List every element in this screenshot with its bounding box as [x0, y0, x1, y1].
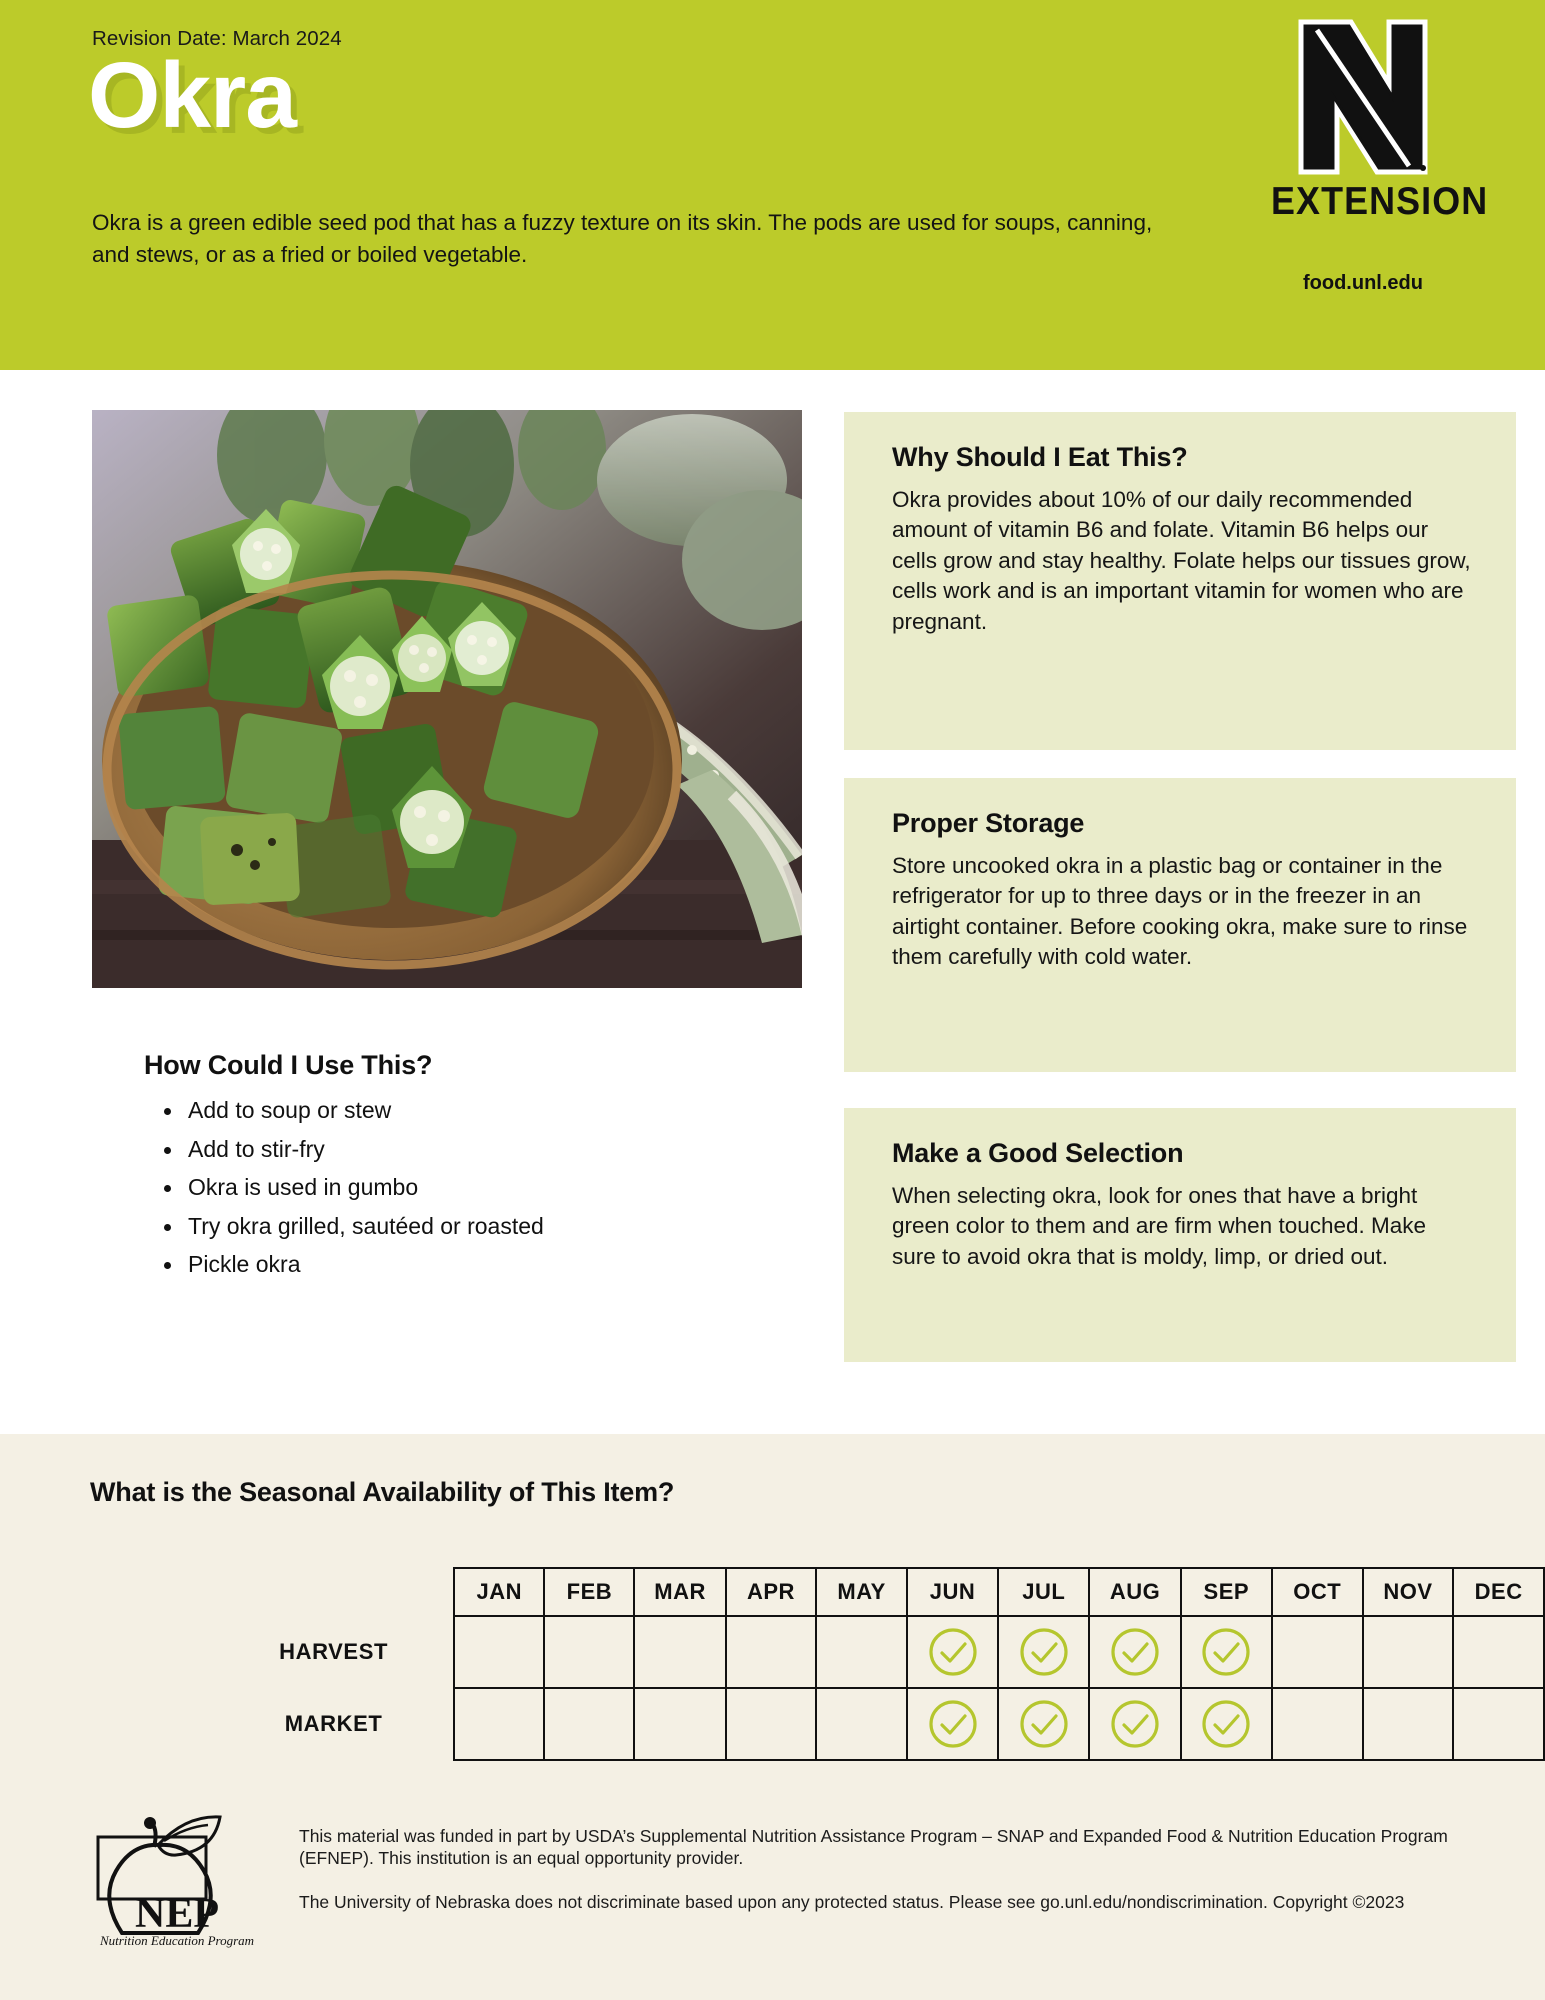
unl-extension-logo	[1263, 18, 1489, 224]
list-item: Okra is used in gumbo	[92, 1174, 792, 1213]
box-title: Make a Good Selection	[892, 1138, 1184, 1168]
availability-cell-checked	[907, 1688, 998, 1760]
availability-cell-checked	[1089, 1616, 1180, 1688]
seasonal-availability-table	[236, 1567, 1545, 1761]
table-row	[236, 1616, 1544, 1688]
availability-cell-empty	[544, 1616, 634, 1688]
availability-cell-checked	[998, 1616, 1089, 1688]
check-circle-icon	[1109, 1626, 1161, 1678]
check-circle-icon	[1109, 1698, 1161, 1750]
box-title: Proper Storage	[892, 808, 1085, 838]
check-circle-icon	[927, 1698, 979, 1750]
nep-tagline-text: Nutrition Education Program	[99, 1933, 255, 1948]
availability-cell-empty	[1363, 1616, 1454, 1688]
availability-cell-empty	[454, 1688, 544, 1760]
check-circle-icon	[1200, 1698, 1252, 1750]
availability-cell-empty	[816, 1688, 907, 1760]
month-header: FEB	[544, 1568, 634, 1616]
legal-footer	[299, 1825, 1459, 1913]
nondiscrimination-statement: The University of Nebraska does not discriminate based upon any protected status. Please see go.unl.edu/nondiscrimination. Copyright ©2023	[299, 1892, 1405, 1913]
box-body: Store uncooked okra in a plastic bag or container in the refrigerator for up to three days or in the freezer in an airtight container. Before cooking okra, make sure to rinse them carefully with cold water.	[892, 853, 1468, 970]
extension-wordmark: EXTENSION	[1271, 180, 1489, 223]
availability-cell-empty	[1453, 1616, 1544, 1688]
list-item: Try okra grilled, sautéed or roasted	[92, 1213, 792, 1252]
proper-storage-box	[844, 778, 1516, 1072]
page-subtitle: Okra is a green edible seed pod that has a fuzzy texture on its skin. The pods are used for soups, canning, and stews, or as a fried or boiled vegetable.	[92, 210, 1153, 267]
table-body	[236, 1616, 1544, 1760]
row-label-harvest: HARVEST	[279, 1639, 389, 1664]
availability-cell-checked	[1181, 1688, 1272, 1760]
check-circle-icon	[927, 1626, 979, 1678]
make-a-good-selection-box	[844, 1108, 1516, 1362]
nep-acronym-text: NEP	[135, 1891, 219, 1937]
why-should-i-eat-this-box	[844, 412, 1516, 750]
availability-cell-empty	[816, 1616, 907, 1688]
food-unl-edu-url: food.unl.edu	[1303, 272, 1423, 294]
page-header	[0, 0, 1545, 370]
availability-cell-empty	[544, 1688, 634, 1760]
okra-photo	[92, 410, 802, 988]
page-title: Okra	[88, 43, 296, 147]
use-section-title: How Could I Use This?	[144, 1050, 433, 1080]
revision-date: Revision Date: March 2024	[92, 27, 342, 50]
list-item: Add to stir-fry	[92, 1136, 792, 1175]
month-header: JAN	[454, 1568, 544, 1616]
availability-cell-empty	[1453, 1688, 1544, 1760]
row-label-market: MARKET	[284, 1711, 383, 1736]
availability-cell-empty	[634, 1688, 725, 1760]
availability-cell-empty	[1363, 1688, 1454, 1760]
check-circle-icon	[1018, 1626, 1070, 1678]
box-body: Okra provides about 10% of our daily recommended amount of vitamin B6 and folate. Vitamin B6 helps our cells grow and stay healthy. Folate helps our tissues grow, cells work and is an important vitamin for women who are pregnant.	[892, 487, 1471, 634]
month-header: MAY	[816, 1568, 907, 1616]
availability-cell-checked	[998, 1688, 1089, 1760]
availability-cell-checked	[1089, 1688, 1180, 1760]
nebraska-n-icon	[1263, 18, 1463, 176]
check-circle-icon	[1018, 1698, 1070, 1750]
month-header: APR	[726, 1568, 817, 1616]
month-header: DEC	[1453, 1568, 1544, 1616]
month-header: OCT	[1272, 1568, 1363, 1616]
table-corner-cell	[236, 1568, 454, 1616]
month-header: JUN	[907, 1568, 998, 1616]
list-item: Add to soup or stew	[92, 1097, 792, 1136]
use-list	[92, 1097, 792, 1290]
month-header: NOV	[1363, 1568, 1454, 1616]
month-header: AUG	[1089, 1568, 1180, 1616]
table-header-row	[236, 1568, 1544, 1616]
availability-cell-empty	[1272, 1616, 1363, 1688]
nep-logo	[92, 1815, 262, 1950]
list-item: Pickle okra	[92, 1251, 792, 1290]
check-circle-icon	[1200, 1626, 1252, 1678]
seasonal-availability-title: What is the Seasonal Availability of This Item?	[90, 1477, 675, 1507]
availability-cell-empty	[1272, 1688, 1363, 1760]
availability-cell-empty	[726, 1688, 817, 1760]
availability-cell-checked	[907, 1616, 998, 1688]
how-could-i-use-this-section	[92, 1050, 792, 1290]
availability-cell-empty	[634, 1616, 725, 1688]
table-row	[236, 1688, 1544, 1760]
funding-statement: This material was funded in part by USDA’s Supplemental Nutrition Assistance Program – SNAP and Expanded Food & Nutrition Education Program (EFNEP). This institution is an equal opportunity provider.	[299, 1826, 1448, 1869]
box-title: Why Should I Eat This?	[892, 442, 1188, 472]
month-header: MAR	[634, 1568, 725, 1616]
availability-cell-checked	[1181, 1616, 1272, 1688]
availability-cell-empty	[454, 1616, 544, 1688]
availability-cell-empty	[726, 1616, 817, 1688]
month-header: SEP	[1181, 1568, 1272, 1616]
month-header: JUL	[998, 1568, 1089, 1616]
box-body: When selecting okra, look for ones that have a bright green color to them and are firm when touched. Make sure to avoid okra that is moldy, limp, or dried out.	[892, 1183, 1427, 1269]
